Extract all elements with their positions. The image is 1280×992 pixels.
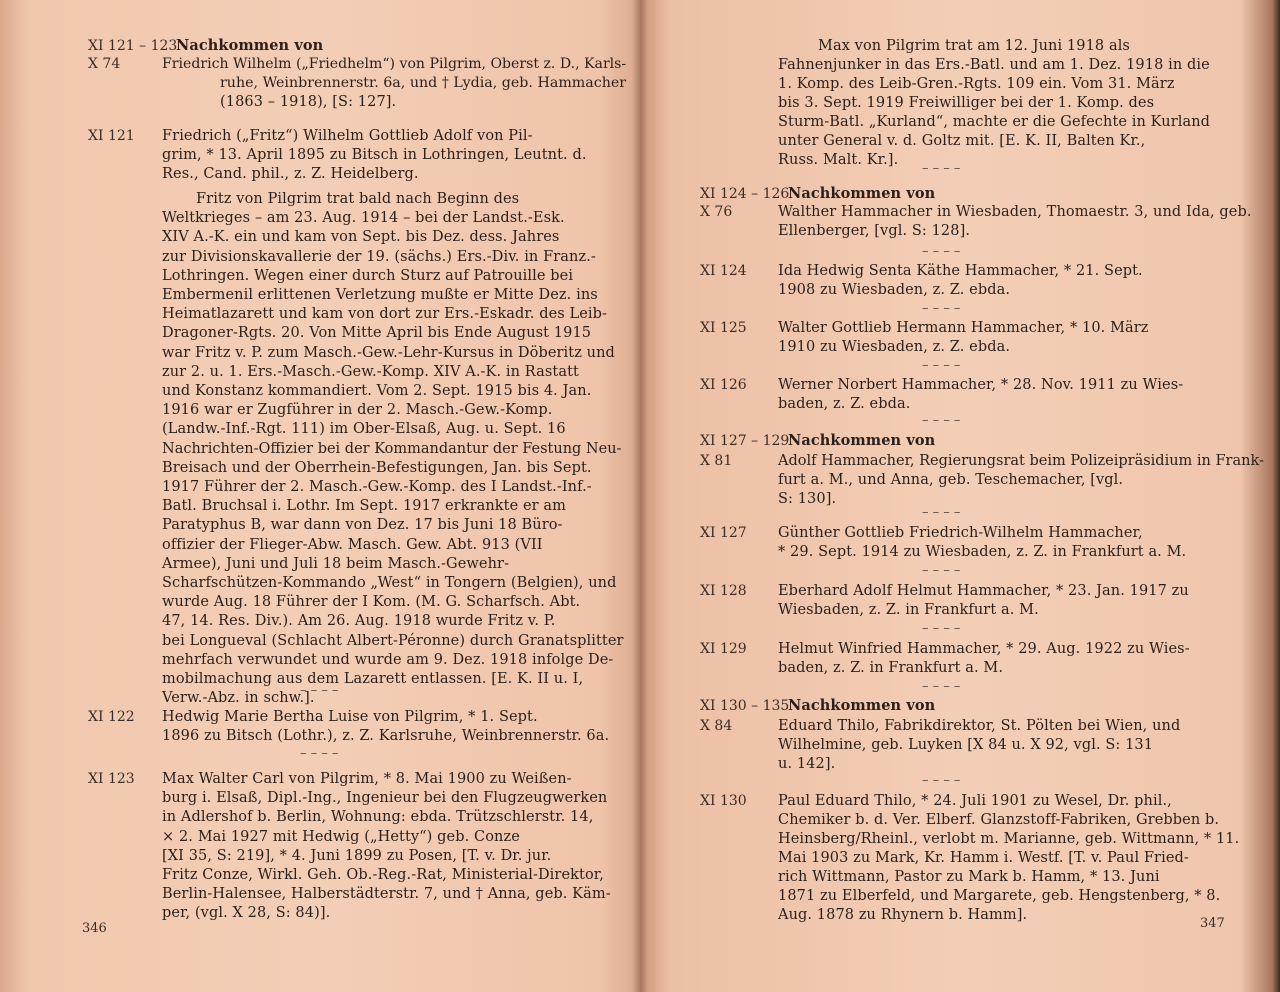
- dash-separator: – – – –: [922, 413, 961, 428]
- text-line: Heinsberg/Rheinl., verlobt m. Marianne, geb. Wittmann, * 11.: [778, 831, 1240, 847]
- dash-separator: – – – –: [922, 244, 961, 259]
- text-line: Adolf Hammacher, Regierungsrat beim Polizeipräsidium in Frank-: [778, 453, 1264, 469]
- text-line: Sturm-Batl. „Kurland“, machte er die Gefechte in Kurland: [778, 114, 1211, 130]
- dash-separator: – – – –: [922, 161, 961, 176]
- text-line: Res., Cand. phil., z. Z. Heidelberg.: [162, 166, 419, 183]
- dash-separator: – – – –: [300, 746, 339, 761]
- text-line: Eberhard Adolf Helmut Hammacher, * 23. Jan. 1917 zu: [778, 583, 1189, 599]
- entry-number: XI 127: [700, 525, 747, 541]
- text-line: Ida Hedwig Senta Käthe Hammacher, * 21. Sept.: [778, 263, 1143, 279]
- entry-number: X 76: [700, 204, 733, 220]
- text-line: × 2. Mai 1927 mit Hedwig („Hetty“) geb. Conze: [162, 828, 520, 845]
- entry-number: XI 124 – 126: [700, 186, 790, 202]
- text-line: Breisach und der Oberrhein-Befestigungen, Jan. bis Sept.: [162, 459, 592, 476]
- text-line: rich Wittmann, Pastor zu Mark b. Hamm, * 13. Juni: [778, 869, 1160, 885]
- text-line: Friedrich („Fritz“) Wilhelm Gottlieb Adolf von Pil-: [162, 128, 533, 144]
- text-line: Berlin-Halensee, Halberstädterstr. 7, und † Anna, geb. Käm-: [162, 886, 611, 903]
- text-line: 1871 zu Elberfeld, und Margarete, geb. Hengstenberg, * 8.: [778, 888, 1221, 904]
- text-line: Wiesbaden, z. Z. in Frankfurt a. M.: [778, 602, 1039, 618]
- entry-number: XI 130 – 135: [700, 698, 790, 714]
- entry-number: XI 123: [88, 771, 135, 787]
- section-heading: Nachkommen von: [788, 432, 936, 449]
- text-line: Nachrichten-Offizier bei der Kommandantur der Festung Neu-: [162, 440, 622, 457]
- text-line: Wilhelmine, geb. Luyken [X 84 u. X 92, vgl. S: 131: [778, 737, 1154, 753]
- text-line: burg i. Elsaß, Dipl.-Ing., Ingenieur bei den Flugzeugwerken: [162, 790, 608, 807]
- text-line: Chemiker b. d. Ver. Elberf. Glanzstoff-Fabriken, Grebben b.: [778, 812, 1220, 828]
- section-heading: Nachkommen von: [788, 697, 936, 714]
- text-line: mobilmachung aus dem Lazarett entlassen. [E. K. II u. I,: [162, 671, 584, 687]
- section-heading: Nachkommen von: [788, 185, 936, 202]
- entry-number: XI 127 – 129: [700, 433, 790, 449]
- dash-separator: – – – –: [922, 301, 961, 316]
- text-line: Walter Gottlieb Hermann Hammacher, * 10. März: [778, 320, 1149, 336]
- text-line: (Landw.-Inf.-Rgt. 111) im Ober-Elsaß, Aug. u. Sept. 16: [162, 421, 566, 438]
- book-gutter: [632, 0, 648, 992]
- dash-separator: – – – –: [922, 563, 961, 578]
- text-line: war Fritz v. P. zum Masch.-Gew.-Lehr-Kursus in Döberitz und: [162, 344, 615, 361]
- entry-number: XI 130: [700, 793, 747, 809]
- text-line: 47, 14. Res. Div.). Am 26. Aug. 1918 wurde Fritz v. P.: [162, 613, 556, 630]
- text-line: grim, * 13. April 1895 zu Bitsch in Lothringen, Leutnt. d.: [162, 147, 587, 164]
- text-line: Eduard Thilo, Fabrikdirektor, St. Pölten bei Wien, und: [778, 718, 1181, 734]
- text-line: Heimatlazarett und kam von dort zur Ers.-Eskadr. des Leib-: [162, 306, 608, 323]
- text-line: Scharfschützen-Kommando „West“ in Tongern (Belgien), und: [162, 575, 617, 591]
- text-line: wurde Aug. 18 Führer der I Kom. (M. G. Scharfsch. Abt.: [162, 594, 581, 611]
- text-line: unter General v. d. Goltz mit. [E. K. II, Balten Kr.,: [778, 133, 1146, 149]
- text-line: baden, z. Z. ebda.: [778, 396, 911, 412]
- text-line: Embermenil erlittenen Verletzung mußte er Mitte Dez. ins: [162, 287, 598, 303]
- text-line: zur 2. u. 1. Ers.-Masch.-Gew.-Komp. XIV A.-K. in Rastatt: [162, 363, 579, 380]
- right-page: [640, 0, 1280, 992]
- text-line: Aug. 1878 zu Rhynern b. Hamm].: [778, 907, 1028, 923]
- dash-separator: – – – –: [922, 621, 961, 636]
- text-line: XIV A.-K. ein und kam von Sept. bis Dez. dess. Jahres: [162, 229, 560, 246]
- text-line: Russ. Malt. Kr.].: [778, 152, 899, 168]
- text-line: Weltkrieges – am 23. Aug. 1914 – bei der Landst.-Esk.: [162, 210, 565, 227]
- text-line: u. 142].: [778, 756, 836, 772]
- text-line: Fritz Conze, Wirkl. Geh. Ob.-Reg.-Rat, Ministerial-Direktor,: [162, 867, 604, 883]
- text-line: Mai 1903 zu Mark, Kr. Hamm i. Westf. [T. v. Paul Fried-: [778, 850, 1189, 866]
- text-line: Günther Gottlieb Friedrich-Wilhelm Hammacher,: [778, 525, 1143, 541]
- text-line: bis 3. Sept. 1919 Freiwilliger bei der 1. Komp. des: [778, 95, 1155, 111]
- text-line: Friedrich Wilhelm („Friedhelm“) von Pilgrim, Oberst z. D., Karls-: [162, 56, 627, 72]
- dash-separator: – – – –: [300, 683, 339, 698]
- text-line: Hedwig Marie Bertha Luise von Pilgrim, * 1. Sept.: [162, 709, 538, 725]
- text-line: Verw.-Abz. in schw.].: [162, 690, 315, 707]
- text-line: 1916 war er Zugführer in der 2. Masch.-Gew.-Komp.: [162, 402, 553, 419]
- text-line: 1908 zu Wiesbaden, z. Z. ebda.: [778, 282, 1011, 298]
- text-line: Max von Pilgrim trat am 12. Juni 1918 als: [818, 38, 1130, 54]
- text-line: S: 130].: [778, 491, 837, 507]
- dash-separator: – – – –: [922, 773, 961, 788]
- text-line: Lothringen. Wegen einer durch Sturz auf Patrouille bei: [162, 267, 574, 284]
- page-number: 347: [1200, 916, 1225, 931]
- text-line: furt a. M., und Anna, geb. Teschemacher, [vgl.: [778, 472, 1124, 488]
- dash-separator: – – – –: [922, 679, 961, 694]
- section-heading: Nachkommen von: [176, 37, 324, 54]
- text-line: in Adlershof b. Berlin, Wohnung: ebda. Trützschlerstr. 14,: [162, 809, 594, 826]
- text-line: bei Longueval (Schlacht Albert-Péronne) durch Granatsplitter: [162, 632, 624, 649]
- text-line: ruhe, Weinbrennerstr. 6a, und † Lydia, geb. Hammacher: [220, 75, 627, 92]
- text-line: Fahnenjunker in das Ers.-Batl. und am 1. Dez. 1918 in die: [778, 57, 1210, 73]
- text-line: 1896 zu Bitsch (Lothr.), z. Z. Karlsruhe, Weinbrennerstr. 6a.: [162, 728, 610, 745]
- text-line: * 29. Sept. 1914 zu Wiesbaden, z. Z. in Frankfurt a. M.: [778, 544, 1187, 560]
- entry-number: X 81: [700, 453, 733, 469]
- text-line: Werner Norbert Hammacher, * 28. Nov. 1911 zu Wies-: [778, 377, 1184, 393]
- entry-number: XI 122: [88, 709, 135, 725]
- entry-number: XI 124: [700, 263, 747, 279]
- text-line: Walther Hammacher in Wiesbaden, Thomaestr. 3, und Ida, geb.: [778, 204, 1252, 220]
- dash-separator: – – – –: [922, 505, 961, 520]
- text-line: Max Walter Carl von Pilgrim, * 8. Mai 1900 zu Weißen-: [162, 771, 572, 787]
- text-line: 1917 Führer der 2. Masch.-Gew.-Komp. des I Landst.-Inf.-: [162, 479, 592, 495]
- text-line: Helmut Winfried Hammacher, * 29. Aug. 1922 zu Wies-: [778, 641, 1190, 657]
- entry-number: X 74: [88, 56, 121, 72]
- text-line: Batl. Bruchsal i. Lothr. Im Sept. 1917 erkrankte er am: [162, 498, 567, 515]
- text-line: Paratyphus B, war dann von Dez. 17 bis Juni 18 Büro-: [162, 517, 563, 534]
- text-line: [XI 35, S: 219], * 4. Juni 1899 zu Posen, [T. v. Dr. jur.: [162, 847, 552, 864]
- entry-number: XI 126: [700, 377, 747, 393]
- entry-number: X 84: [700, 718, 733, 734]
- text-line: 1910 zu Wiesbaden, z. Z. ebda.: [778, 339, 1011, 355]
- text-line: mehrfach verwundet und wurde am 9. Dez. 1918 infolge De-: [162, 651, 614, 668]
- text-line: zur Divisionskavallerie der 19. (sächs.) Ers.-Div. in Franz.-: [162, 248, 596, 265]
- text-line: Ellenberger, [vgl. S: 128].: [778, 223, 971, 239]
- text-line: 1. Komp. des Leib-Gren.-Rgts. 109 ein. Vom 31. März: [778, 76, 1175, 92]
- text-line: Dragoner-Rgts. 20. Von Mitte April bis Ende August 1915: [162, 325, 592, 342]
- page-number: 346: [82, 921, 107, 936]
- entry-number: XI 125: [700, 320, 747, 336]
- text-line: baden, z. Z. in Frankfurt a. M.: [778, 660, 1004, 676]
- entry-number: XI 128: [700, 583, 747, 599]
- text-line: Paul Eduard Thilo, * 24. Juli 1901 zu Wesel, Dr. phil.,: [778, 793, 1172, 809]
- dash-separator: – – – –: [922, 358, 961, 373]
- text-line: und Konstanz kommandiert. Vom 2. Sept. 1915 bis 4. Jan.: [162, 383, 592, 399]
- text-line: offizier der Flieger-Abw. Masch. Gew. Abt. 913 (VII: [162, 536, 543, 553]
- entry-number: XI 129: [700, 641, 747, 657]
- text-line: Fritz von Pilgrim trat bald nach Beginn des: [196, 191, 520, 207]
- text-line: (1863 – 1918), [S: 127].: [220, 94, 397, 111]
- entry-number: XI 121: [88, 128, 135, 144]
- entry-number: XI 121 – 123: [88, 38, 178, 54]
- text-line: Armee), Juni und Juli 18 beim Masch.-Gewehr-: [162, 555, 510, 572]
- text-line: per, (vgl. X 28, S: 84)].: [162, 905, 331, 922]
